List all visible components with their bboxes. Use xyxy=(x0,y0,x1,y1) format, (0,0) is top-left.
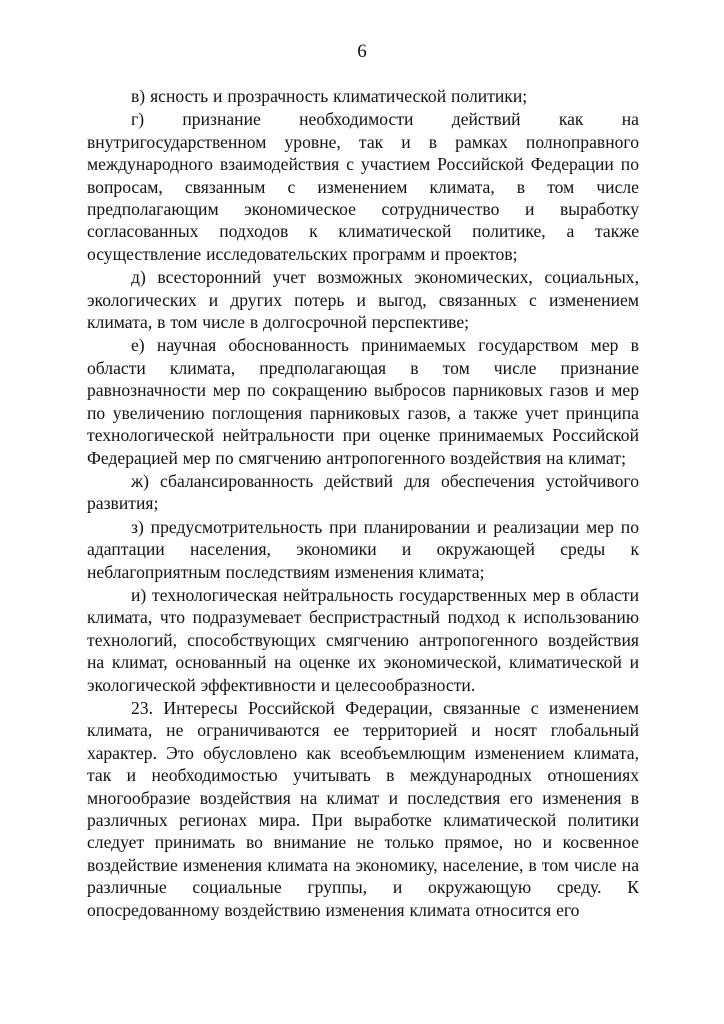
paragraph-v: в) ясность и прозрачность климатической политики; xyxy=(131,86,528,106)
paragraph-23: 23. Интересы Российской Федерации, связанные с изменением климата, не ограничиваются ее территорией и носят глобальный характер. Это обусловлено как всеобъемлющим изменением климата, так и необходимостью учитывать в международных отношениях многообразие воздействия на климат и последствия его изменения в различных регионах мира. При выработке климатической политики следует принимать во внимание не только прямое, но и косвенное воздействие изменения климата на экономику, население, в том числе на различные социальные группы, и окружающую среду. К опосредованному воздействию изменения климата относится его xyxy=(87,697,639,920)
paragraph-zh: ж) сбалансированность действий для обеспечения устойчивого развития; xyxy=(87,470,639,514)
paragraph-z: з) предусмотрительность при планировании и реализации мер по адаптации населения, экономики и окружающей среды к неблагоприятным последствиям изменения климата; xyxy=(87,516,639,582)
paragraph-g: г) признание необходимости действий как на внутригосударственном уровне, так и в рамках полноправного международного взаимодействия с участием Российской Федерации по вопросам, связанным с изменением климата, в том числе предполагающим экономическое сотрудничество и выработку согласованных подходов к климатической политике, а также осуществление исследовательских программ и проектов; xyxy=(87,109,639,264)
page-number: 6 xyxy=(357,41,367,62)
document-body xyxy=(87,85,639,921)
paragraph-e: е) научная обоснованность принимаемых государством мер в области климата, предполагающая в том числе признание равнозначности мер по сокращению выбросов парниковых газов и мер по увеличению поглощения парниковых газов, а также учет принципа технологической нейтральности при оценке принимаемых Российской Федерацией мер по смягчению антропогенного воздействия на климат; xyxy=(87,335,639,468)
paragraph-i: и) технологическая нейтральность государственных мер в области климата, что подразумевает беспристрастный подход к использованию технологий, способствующих смягчению антропогенного воздействия на климат, основанный на оценке их экономической, климатической и экологической эффективности и целесообразности. xyxy=(87,584,639,695)
paragraph-d: д) всесторонний учет возможных экономических, социальных, экологических и других потерь и выгод, связанных с изменением климата, в том числе в долгосрочной перспективе; xyxy=(87,267,639,333)
